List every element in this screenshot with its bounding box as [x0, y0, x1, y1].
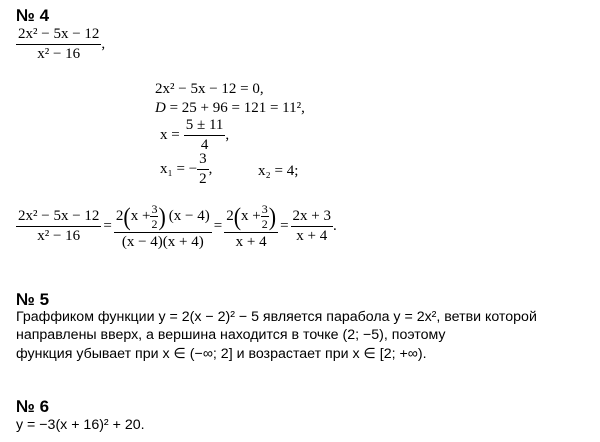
inner-fraction-denominator: 2: [151, 217, 158, 231]
roots-formula-fraction: [184, 118, 226, 153]
equals-sign: =: [213, 218, 223, 234]
task5-line-1: Граффиком функции y = 2(x − 2)² − 5 является парабола y = 2x², ветви которой: [16, 309, 537, 325]
root-x1-tail: ,: [208, 161, 213, 177]
binomial-part: x +: [241, 208, 261, 224]
expression-tail: ,: [101, 36, 106, 52]
inner-fraction-numerator: 3: [151, 202, 158, 216]
task5-line-3: функция убывает при x ∈ (−∞; 2] и возрастает при x ∈ [2; +∞).: [16, 346, 427, 362]
root-x1-fraction: [197, 152, 209, 187]
root-x1: [160, 152, 212, 187]
discriminant-line: [155, 101, 305, 116]
factor: (x − 4): [168, 208, 210, 224]
simplification-fraction-4-numerator: 2x + 3: [291, 209, 333, 227]
task6-header: № 6: [16, 397, 50, 416]
task5-header: № 5: [16, 290, 50, 309]
right-paren: ): [158, 201, 166, 231]
simplification-fraction-3: [224, 203, 278, 250]
roots-formula: [160, 118, 229, 153]
simplification-chain: [16, 203, 337, 250]
simplification-fraction-4-denominator: x + 4: [296, 228, 328, 244]
simplification-fraction-1-denominator: x² − 16: [37, 228, 81, 244]
root-x2: x₂ = 4;: [258, 163, 299, 179]
binomial-part: x +: [130, 208, 151, 224]
simplification-fraction-3-numerator: [224, 203, 278, 233]
coefficient: 2: [115, 208, 124, 224]
root-x1-denominator: 2: [199, 171, 207, 187]
simplification-fraction-3-denominator: x + 4: [235, 234, 267, 250]
inner-fraction: [261, 203, 269, 230]
task4-expression: [16, 27, 105, 62]
expression-denominator: x² − 16: [37, 46, 81, 62]
left-paren: (: [233, 201, 242, 231]
roots-formula-lhs: x =: [160, 127, 180, 143]
simplification-fraction-2-numerator: [114, 203, 212, 233]
discriminant-value: = 25 + 96 = 121 = 11²,: [165, 100, 305, 116]
root-x1-lhs: x₁ = −: [160, 161, 198, 177]
simplification-fraction-1-numerator: 2x² − 5x − 12: [16, 209, 101, 227]
right-paren: ): [268, 201, 277, 231]
inner-fraction-numerator: 3: [261, 202, 268, 216]
simplification-tail: .: [333, 218, 337, 234]
roots-formula-denominator: 4: [200, 137, 209, 153]
equals-sign: =: [280, 218, 289, 234]
simplification-fraction-1: [16, 209, 101, 244]
roots-formula-tail: ,: [225, 127, 230, 143]
inner-fraction-denominator: 2: [261, 217, 268, 231]
task4-header: № 4: [16, 6, 50, 25]
simplification-fraction-4: [291, 209, 333, 244]
task6-line-1: y = −3(x + 16)² + 20.: [16, 417, 145, 433]
root-x1-numerator: 3: [197, 152, 209, 170]
left-paren: (: [123, 201, 131, 231]
discriminant-symbol: D: [155, 100, 166, 116]
equals-sign: =: [103, 218, 112, 234]
expression-fraction: [16, 27, 101, 62]
simplification-fraction-2: [114, 203, 212, 250]
expression-numerator: 2x² − 5x − 12: [16, 27, 101, 45]
coefficient: 2: [226, 208, 234, 224]
task5-line-2: направлены вверх, а вершина находится в точке (2; −5), поэтому: [16, 327, 446, 343]
roots-formula-numerator: 5 ± 11: [184, 118, 226, 136]
equation-line: 2x² − 5x − 12 = 0,: [155, 81, 264, 97]
inner-fraction: [150, 203, 158, 230]
simplification-fraction-2-denominator: (x − 4)(x + 4): [121, 234, 204, 250]
